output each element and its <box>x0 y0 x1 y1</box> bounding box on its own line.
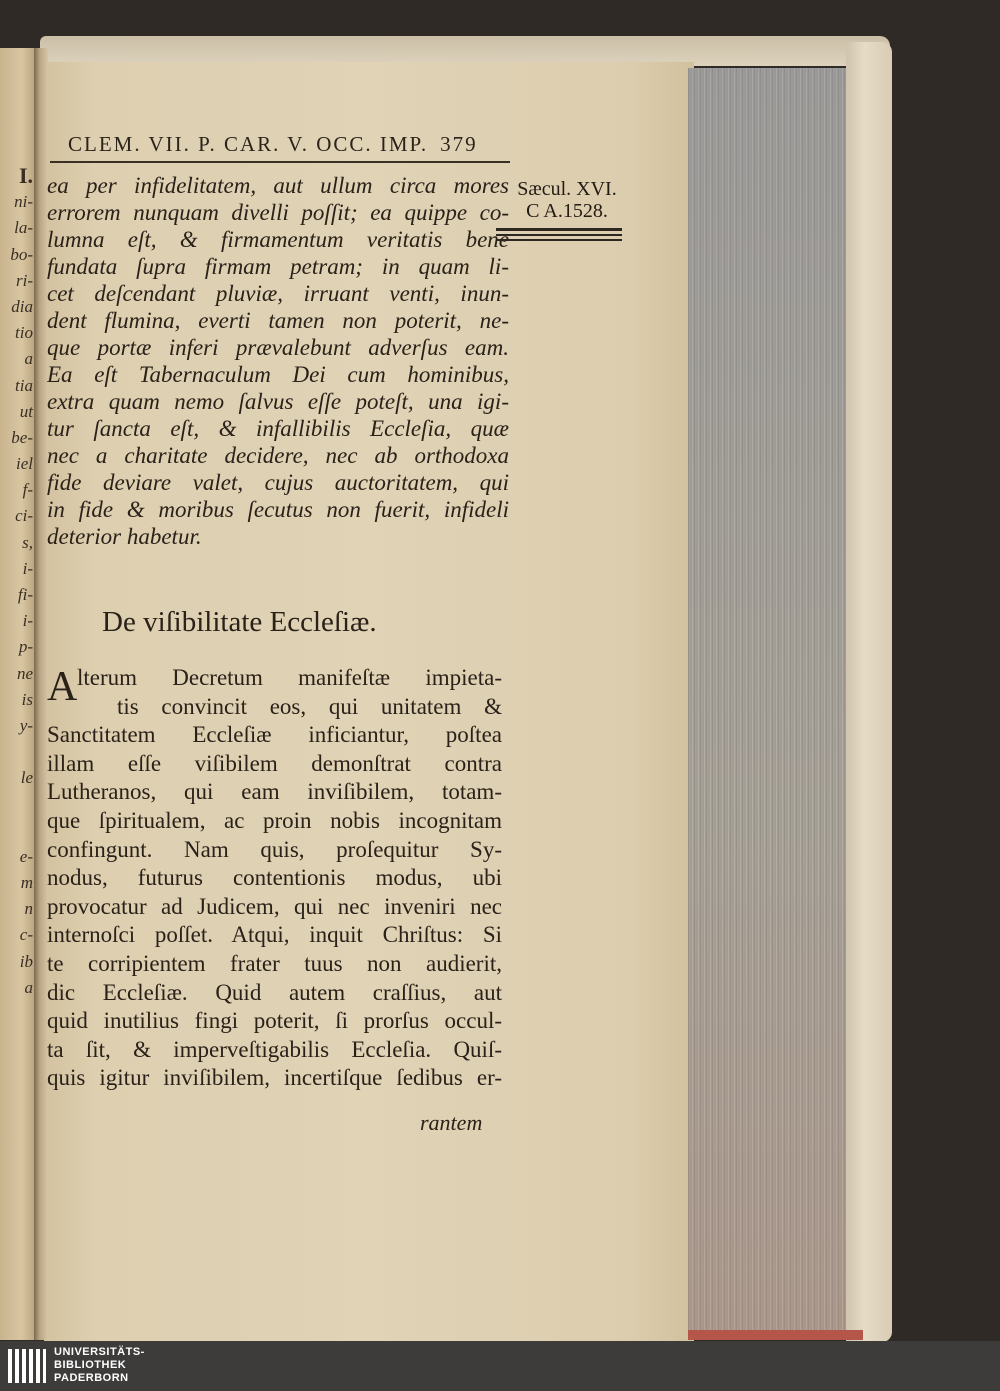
body-text-line: Sanctitatem Eccleſiæ inficiantur, poſtea <box>47 722 502 748</box>
italic-text-line: deterior habetur. <box>47 524 202 549</box>
sidenote-rule <box>496 239 622 241</box>
italic-text-line: cet deſcendant pluviæ, irruant venti, inun- <box>47 281 509 306</box>
previous-page-fragment: c- <box>19 925 33 945</box>
italic-text-line: fundata ſupra firmam petram; in quam li- <box>47 254 509 279</box>
previous-page-fragment <box>0 792 36 818</box>
previous-page-fragment: a <box>24 977 33 997</box>
previous-page-fragment: e- <box>19 846 33 866</box>
italic-text-line: ea per infidelitatem, aut ullum circa mores <box>47 173 509 198</box>
previous-page-fragment: ut <box>19 401 33 421</box>
book-cover-board <box>846 42 892 1342</box>
italic-text-line: in fide & moribus ſecutus non fuerit, infideli <box>47 497 509 522</box>
previous-page-fragment: f- <box>22 480 33 500</box>
italic-text-line: errorem nunquam divelli poſſit; ea quippe co- <box>47 200 509 225</box>
previous-page-fragment: i- <box>22 558 33 578</box>
italic-text-line: extra quam nemo ſalvus eſſe poteſt, una igi- <box>47 389 509 414</box>
catchword: rantem <box>420 1110 483 1135</box>
previous-page-text-fragments <box>0 163 36 1001</box>
body-text-line: confingunt. Nam quis, proſequitur Sy- <box>47 836 502 862</box>
sidenote-year: C A.1528. <box>526 200 608 222</box>
previous-page-fragment: dia <box>11 296 33 316</box>
body-text-line: quis igitur inviſibilem, incertiſque ſedibus er- <box>47 1065 502 1091</box>
italic-text-line: que portæ inferi prævalebunt adverſus eam. <box>47 335 509 360</box>
body-text-line: Lutheranos, qui eam inviſibilem, totam- <box>47 779 502 805</box>
previous-page-fragment: s, <box>22 532 33 552</box>
previous-page-fragment: ri- <box>16 270 33 290</box>
previous-page <box>0 48 36 1340</box>
italic-text-line: fide deviare valet, cujus auctoritatem, qui <box>47 470 509 495</box>
previous-page-fragment <box>0 739 36 765</box>
body-text-line: dic Eccleſiæ. Quid autem craſſius, aut <box>47 979 502 1005</box>
italic-text-line: lumna eſt, & firmamentum veritatis bene <box>47 227 509 252</box>
sidenote-rule <box>496 234 622 236</box>
previous-page-fragment: be- <box>11 427 33 447</box>
previous-page-fragment: a <box>24 349 33 369</box>
previous-page-fragment: ci- <box>15 506 33 526</box>
previous-page-fragment: is <box>21 689 33 709</box>
previous-page-fragment <box>0 818 36 844</box>
previous-page-fragment: tia <box>15 375 33 395</box>
library-name-line: BIBLIOTHEK <box>54 1359 127 1371</box>
previous-page-fragment: i- <box>22 611 33 631</box>
previous-page-fragment: ne <box>16 663 33 683</box>
running-head-rule <box>50 161 510 163</box>
previous-page-fragment: m <box>20 873 33 893</box>
previous-page-fragment: iel <box>16 454 33 474</box>
body-text-line: provocatur ad Judicem, qui nec inveniri nec <box>47 893 502 919</box>
section-heading: De viſibilitate Eccleſiæ. <box>102 606 377 638</box>
sidenote-rule <box>496 228 622 231</box>
previous-page-fragment: y- <box>19 715 33 735</box>
previous-page-fragment: tio <box>15 323 33 343</box>
library-name <box>54 1346 174 1385</box>
library-name-line: PADERBORN <box>54 1372 129 1384</box>
previous-page-fragment: la- <box>14 218 33 238</box>
body-text-line: tis convincit eos, qui unitatem & <box>117 693 502 719</box>
italic-text-line: Ea eſt Tabernaculum Dei cum hominibus, <box>47 362 509 387</box>
previous-page-fragment: n <box>24 899 33 919</box>
previous-page-fragment: le <box>20 768 33 788</box>
red-page-edge <box>688 1330 863 1340</box>
italic-text-line: dent flumina, everti tamen non poterit, ne- <box>47 308 509 333</box>
drop-cap: A <box>47 664 78 710</box>
body-text-line: internoſci poſſet. Atqui, inquit Chriſtus: Si <box>47 922 502 948</box>
italic-text-line: tur ſancta eſt, & infallibilis Eccleſia, quæ <box>47 416 509 441</box>
running-head <box>68 132 518 157</box>
previous-page-fragment: fi- <box>17 585 33 604</box>
page-number: 379 <box>440 132 478 156</box>
library-name-line: UNIVERSITÄTS- <box>54 1346 145 1358</box>
italic-paragraph <box>47 172 509 550</box>
previous-page-fragment: bo- <box>10 244 33 264</box>
body-text-line: nodus, futurus contentionis modus, ubi <box>47 865 502 891</box>
running-head-title: CLEM. VII. P. CAR. V. OCC. IMP. <box>68 132 429 156</box>
fore-edge-tint <box>688 68 846 1330</box>
body-text-line: te corripientem frater tuus non audierit, <box>47 950 502 976</box>
book-gutter <box>34 48 48 1340</box>
body-text-line: lterum Decretum manifeſtæ impieta- <box>77 665 502 690</box>
previous-page-fragment: I. <box>18 163 33 188</box>
body-text-line: ta ſit, & imperveſtigabilis Eccleſia. Quiſ- <box>47 1036 502 1062</box>
margin-sidenote <box>508 178 626 222</box>
previous-page-fragment: ib <box>19 951 33 971</box>
sidenote-century: Sæcul. XVI. <box>517 178 617 200</box>
body-paragraph <box>47 664 502 1093</box>
university-library-logo-icon <box>6 1345 48 1387</box>
body-text-line: quid inutilius fingi poterit, ſi prorſus occul- <box>47 1008 502 1034</box>
body-text-line: illam eſſe viſibilem demonſtrat contra <box>47 750 502 776</box>
previous-page-fragment: ni- <box>14 192 33 212</box>
body-text-line: que ſpiritualem, ac proin nobis incognitam <box>47 807 502 833</box>
italic-text-line: nec a charitate decidere, nec ab orthodoxa <box>47 443 509 468</box>
previous-page-fragment: p- <box>18 637 33 657</box>
